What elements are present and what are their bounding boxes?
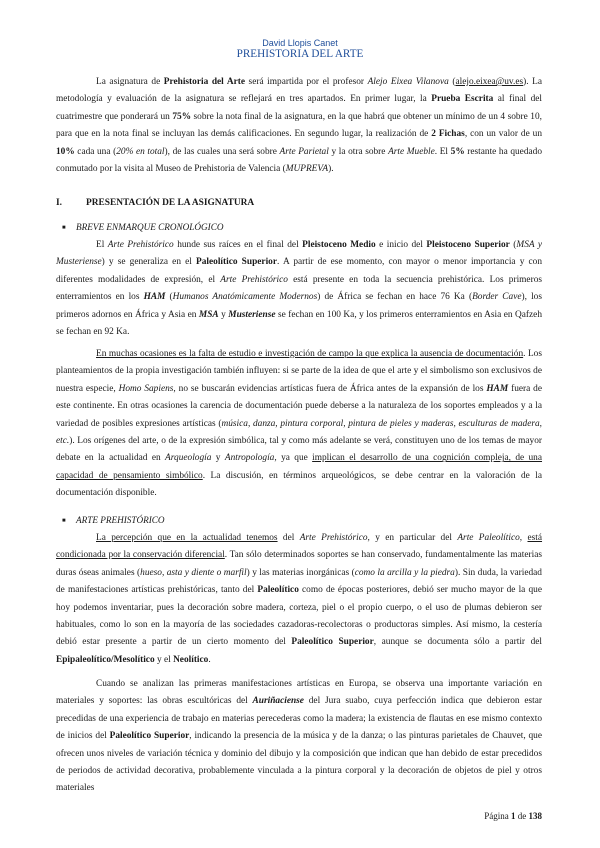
bullet-icon: ■ (62, 225, 66, 231)
email-link[interactable]: alejo.eixea@uv.es (455, 77, 524, 87)
paragraph-documentacion: En muchas ocasiones es la falta de estudio e investigación de campo la que explica la ausencia de documentación. Los planteamientos de la propia investigación también influyen: si se parte de la idea de que el arte y el simbolismo son exclusivos de nuestra especie, Homo Sapiens, no se buscarán evidencias artísticas fuera de África antes de la expansión de los HAM fuera de este continente. En otras ocasiones la carencia de documentación puede deberse a la naturaleza de los soportes empleados y a la variedad de posibles expresiones artísticas (música, danza, pintura corporal, pintura de pieles y maderas, esculturas de madera, etc.). Los orígenes del arte, o de la expresión simbólica, tal y como más adelante se verá, constituyen uno de los temas de mayor debate en la actualidad en Arqueología y Antropología, ya que implican el desarrollo de una cognición compleja, de una capacidad de pensamiento simbólico. La discusión, en términos arqueológicos, se debe centrar en la valoración de la documentación disponible. (56, 349, 543, 499)
paragraph-europa: Cuando se analizan las primeras manifestaciones artísticas en Europa, se observa una importante variación en materiales y soportes: las obras escultóricas del Auriñaciense del Jura suabo, cuya perfección indica que debieron estar precedidas de una experiencia de trabajo en materias perecederas como la madera; la existencia de flautas en ese mismo contexto de inicios del Paleolítico Superior, indicando la presencia de la música y de la danza; o las pinturas parietales de Chauvet, que ofrecen unos niveles de variación técnica y dominio del dibujo y la composición que indican que han debido de estar precedidos de periodos de actividad decorativa, probablemente vinculada a la pintura corporal y la decoración de objetos de piel y otros materiales (56, 679, 542, 794)
page-number: Página 1 de 138 (484, 811, 542, 821)
paragraph-conservacion: La percepción que en la actualidad tenemos del Arte Prehistórico, y en particular del Arte Paleolítico, está condicionada por la conservación diferencial. Tan sólo determinados soportes se han conservado, fundamentalmente las materias duras óseas animales (hueso, asta y diente o marfil) y las materias inorgánicas (como la arcilla y la piedra). Sin duda, la variedad de manifestaciones artísticas prehistóricas, tanto del Paleolítico como de épocas posteriores, debió ser mucho mayor de la que hoy podemos inventariar, pues la decoración sobre madera, corteza, piel o el propio cuerpo, o el uso de plumas debieron ser habituales, como lo son en la mayoría de las sociedades cazadoras-recolectoras o productoras simples. Así mismo, la cestería debió estar presente a partir de un cierto momento del Paleolítico Superior, aunque se documenta sólo a partir del Epipaleolítico/Mesolítico y el Neolítico. (56, 533, 543, 665)
subheading-cronologico: ■ BREVE ENMARQUE CRONOLÓGICO (62, 222, 224, 232)
section-heading: I. PRESENTACIÓN DE LA ASIGNATURA (56, 198, 255, 208)
intro-paragraph: La asignatura de Prehistoria del Arte será impartida por el profesor Alejo Eixea Vilanova (alejo.eixea@uv.es). La metodología y evaluación de la asignatura se reflejará en tres apartados. En primer lugar, la Prueba Escrita al final del cuatrimestre que ponderará un 75% sobre la nota final de la asignatura, en la que habrá que obtener un mínimo de un 4 sobre 10, para que en la nota final se incluyan las demás calificaciones. En segundo lugar, la realización de 2 Fichas, con un valor de un 10% cada una (20% en total), de las cuales una será sobre Arte Parietal y la otra sobre Arte Mueble. El 5% restante ha quedado conmutado por la visita al Museo de Prehistoria de Valencia (MUPREVA). (56, 77, 542, 175)
page-author: David Llopis Canet (262, 38, 338, 48)
page-title: PREHISTORIA DEL ARTE (236, 48, 364, 60)
subheading-arte-prehistorico: ■ ARTE PREHISTÓRICO (62, 515, 165, 525)
paragraph-cronologia: El Arte Prehistórico hunde sus raíces en el final del Pleistoceno Medio e inicio del Pleistoceno Superior (MSA y Musteriense) y se generaliza en el Paleolítico Superior. A partir de ese momento, con mayor o menor importancia y con diferentes modalidades de expresión, el Arte Prehistórico está presente en toda la secuencia prehistórica. Los primeros enterramientos en los HAM (Humanos Anatómicamente Modernos) de África se fechan en hace 76 Ka (Border Cave), los primeros adornos en África y Asia en MSA y Musteriense se fechan en 100 Ka, y los primeros enterramientos en Asia en Qafzeh se fechan en 92 Ka. (56, 240, 543, 338)
bullet-icon: ■ (62, 518, 66, 524)
